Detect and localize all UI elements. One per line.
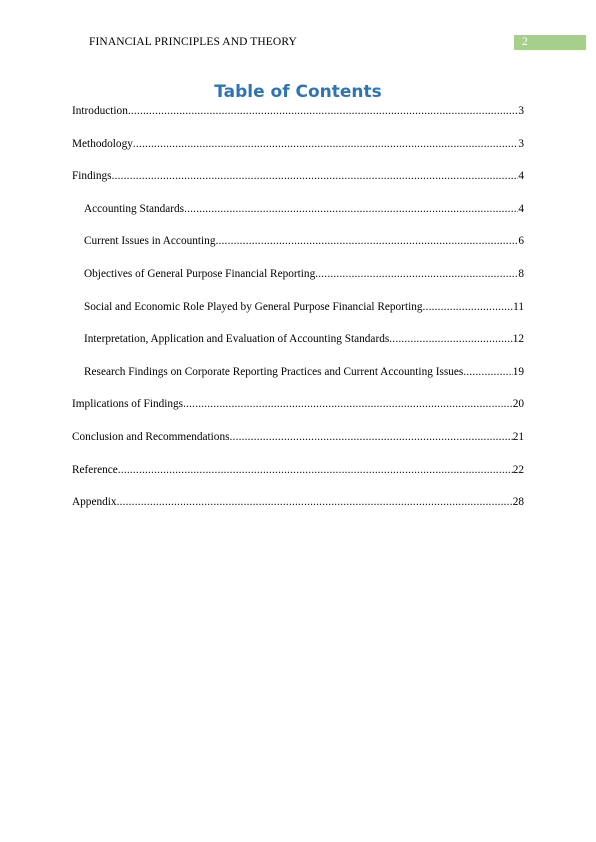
toc-dot-leader xyxy=(389,332,512,346)
toc-entry[interactable] xyxy=(72,137,524,170)
toc-entry[interactable] xyxy=(72,397,524,430)
toc-entry-title: Accounting Standards xyxy=(84,202,185,215)
toc-entry-title: Interpretation, Application and Evaluation of Accounting Standards xyxy=(84,333,390,346)
toc-entry-page: 4 xyxy=(518,170,524,183)
toc-entry[interactable] xyxy=(72,495,524,528)
toc-entry[interactable] xyxy=(72,463,524,496)
toc-entry-page: 21 xyxy=(512,430,524,443)
toc-entry-page: 22 xyxy=(512,463,524,476)
toc-subentry[interactable] xyxy=(72,332,524,365)
toc-dot-leader xyxy=(118,463,513,477)
toc-dot-leader xyxy=(215,234,518,248)
toc-subentry[interactable] xyxy=(72,202,524,235)
toc-list xyxy=(72,104,524,528)
toc-entry-title: Current Issues in Accounting xyxy=(84,235,216,248)
toc-dot-leader xyxy=(315,267,518,281)
toc-entry[interactable] xyxy=(72,169,524,202)
page-number-badge xyxy=(514,35,586,50)
toc-entry-title: Objectives of General Purpose Financial Reporting xyxy=(84,267,316,280)
toc-subentry[interactable] xyxy=(72,234,524,267)
toc-entry-title: Social and Economic Role Played by General Purpose Financial Reporting xyxy=(84,300,423,313)
toc-heading: Table of Contents xyxy=(214,82,382,102)
toc-dot-leader xyxy=(423,300,514,314)
toc-dot-leader xyxy=(230,430,513,444)
toc-entry-page: 3 xyxy=(518,137,524,150)
toc-dot-leader xyxy=(184,202,518,216)
toc-entry-title: Conclusion and Recommendations xyxy=(72,430,230,443)
toc-subentry[interactable] xyxy=(72,300,524,333)
toc-subentry[interactable] xyxy=(72,365,524,398)
toc-dot-leader xyxy=(128,104,518,118)
toc-entry-title: Appendix xyxy=(72,496,117,509)
toc-entry-page: 11 xyxy=(513,300,524,313)
toc-entry-page: 20 xyxy=(512,398,524,411)
toc-dot-leader xyxy=(133,137,518,151)
page-number: 2 xyxy=(522,36,528,48)
toc-entry-page: 28 xyxy=(512,496,524,509)
toc-entry-page: 19 xyxy=(512,365,524,378)
toc-entry-title: Findings xyxy=(72,170,112,183)
toc-subentry[interactable] xyxy=(72,267,524,300)
running-header-title: FINANCIAL PRINCIPLES AND THEORY xyxy=(89,36,297,48)
toc-entry-page: 8 xyxy=(518,267,524,280)
toc-entry-title: Introduction xyxy=(72,105,128,117)
toc-entry-page: 3 xyxy=(518,105,524,117)
toc-dot-leader xyxy=(183,397,513,411)
toc-entry-page: 4 xyxy=(518,202,524,215)
toc-entry-title: Reference xyxy=(72,463,118,476)
toc-entry-page: 12 xyxy=(512,333,524,346)
toc-dot-leader xyxy=(117,495,513,509)
toc-entry-page: 6 xyxy=(518,235,524,248)
toc-dot-leader xyxy=(463,365,512,379)
toc-entry[interactable] xyxy=(72,104,524,137)
toc-entry-title: Methodology xyxy=(72,137,133,150)
toc-entry-title: Implications of Findings xyxy=(72,398,184,411)
toc-entry-title: Research Findings on Corporate Reporting Practices and Current Accounting Issues xyxy=(84,365,464,378)
toc-dot-leader xyxy=(112,169,519,183)
toc-entry[interactable] xyxy=(72,430,524,463)
